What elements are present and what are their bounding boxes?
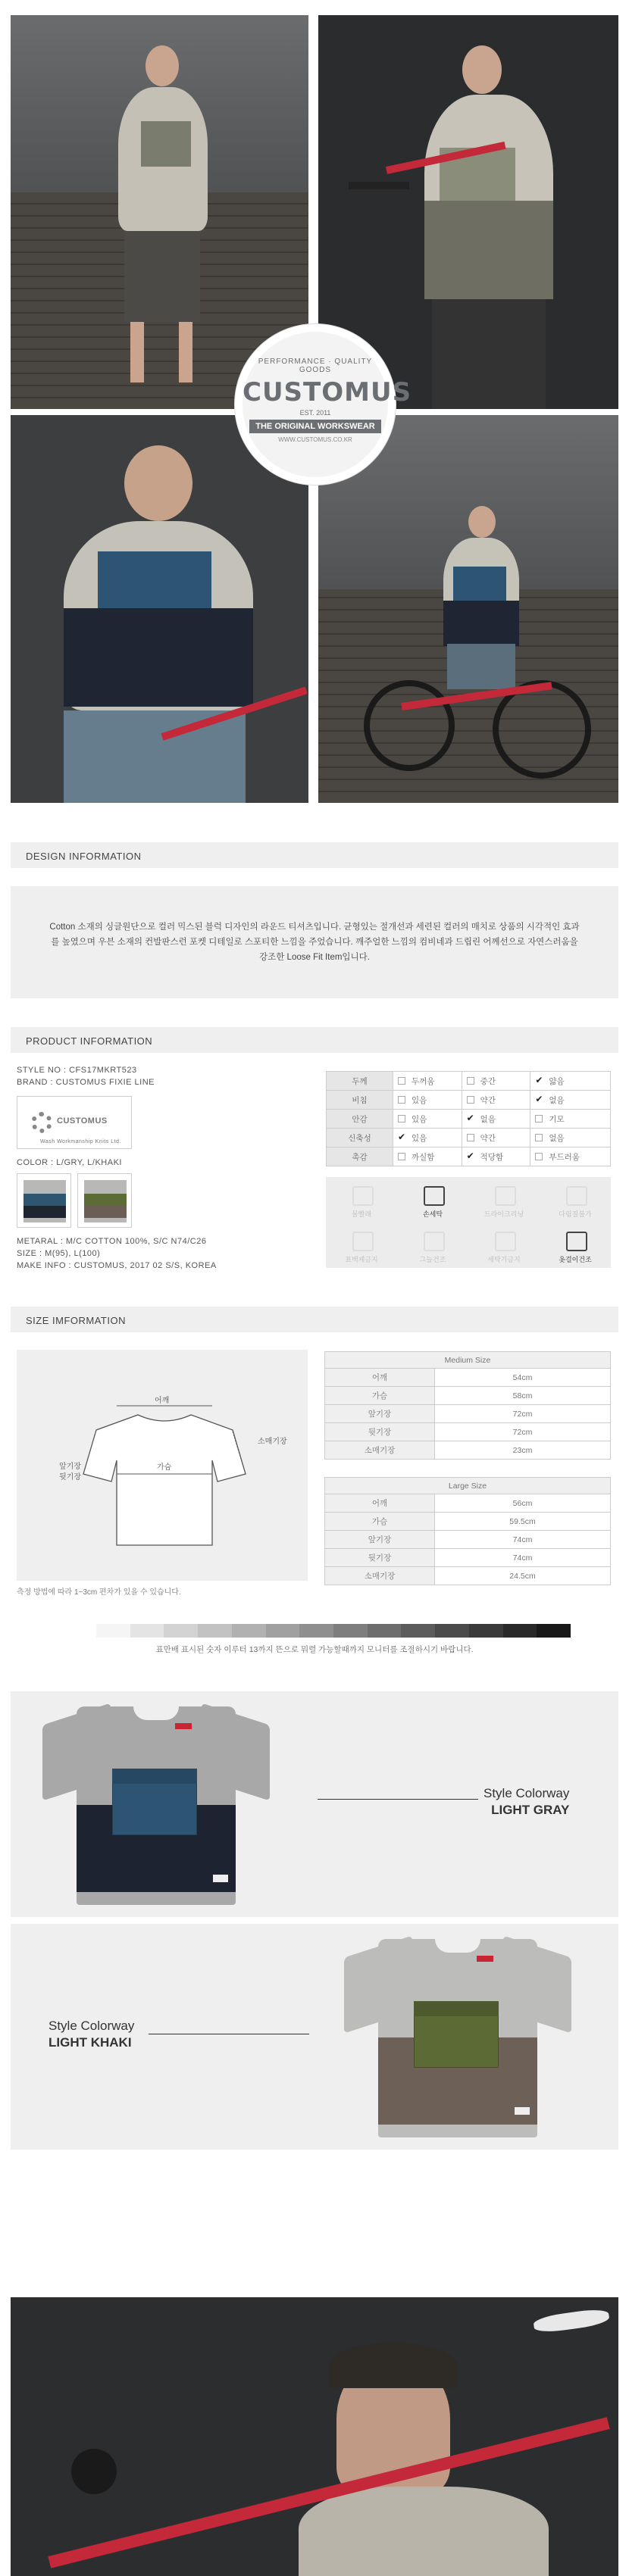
- gray-step: [333, 1624, 368, 1638]
- gray-step: [232, 1624, 266, 1638]
- checkmark-icon: [467, 1153, 474, 1160]
- attribute-label: 두께: [327, 1072, 393, 1091]
- size-table-caption: Medium Size: [325, 1352, 611, 1369]
- material-line: METARAL : M/C COTTON 100%, S/C N74/C26: [17, 1237, 207, 1246]
- gray-step: [164, 1624, 198, 1638]
- gray-step: [435, 1624, 469, 1638]
- size-measure-value: 56cm: [435, 1494, 611, 1513]
- size-measure-label: 소매기장: [325, 1441, 435, 1460]
- attribute-option: [393, 1091, 462, 1110]
- table-row: [325, 1441, 611, 1460]
- colorway-light-gray-label: [483, 1785, 569, 1819]
- gray-step: [368, 1624, 402, 1638]
- make-info-line: MAKE INFO : CUSTOMUS, 2017 02 S/S, KOREA: [17, 1261, 217, 1270]
- design-info-title: DESIGN INFORMATION: [26, 851, 142, 862]
- size-measure-value: 58cm: [435, 1387, 611, 1405]
- size-measure-value: 59.5cm: [435, 1513, 611, 1531]
- attribute-label: 안감: [327, 1110, 393, 1129]
- size-measure-label: 앞기장: [325, 1531, 435, 1549]
- colorway-light-khaki-panel: [11, 1924, 618, 2150]
- attribute-option-label: 없음: [549, 1095, 565, 1105]
- logo-tagline: THE ORIGINAL WORKSWEAR: [249, 420, 380, 433]
- table-row: [325, 1531, 611, 1549]
- gray-step: [198, 1624, 232, 1638]
- brand-line: BRAND : CUSTOMUS FIXIE LINE: [17, 1078, 155, 1087]
- size-measure-label: 소매기장: [325, 1567, 435, 1585]
- product-info-details: [17, 1064, 305, 1272]
- diagram-label-sleeve: 소매기장: [258, 1438, 287, 1446]
- checkbox-icon: [467, 1077, 474, 1085]
- attribute-option: [462, 1110, 530, 1129]
- size-measure-label: 어깨: [325, 1494, 435, 1513]
- lookbook-photo-3: [11, 415, 308, 803]
- brand-logo-box: [17, 1096, 132, 1149]
- colorway-name: LIGHT GRAY: [491, 1803, 570, 1817]
- attribute-option-label: 두꺼움: [412, 1076, 435, 1086]
- attribute-label: 촉감: [327, 1147, 393, 1166]
- attribute-option-label: 없음: [480, 1114, 496, 1124]
- size-measure-value: 72cm: [435, 1423, 611, 1441]
- attribute-option: [530, 1110, 611, 1129]
- checkbox-icon: [398, 1115, 405, 1123]
- size-measure-label: 뒷기장: [325, 1549, 435, 1567]
- care-icon: 옷걸이건조: [540, 1222, 611, 1268]
- gray-step: [503, 1624, 537, 1638]
- care-icon: 손세탁: [397, 1177, 468, 1222]
- tshirt-light-gray-image: [42, 1706, 270, 1905]
- gear-icon: [31, 1112, 52, 1133]
- table-row: [325, 1405, 611, 1423]
- attribute-option-label: 있음: [412, 1133, 427, 1143]
- size-measure-value: 54cm: [435, 1369, 611, 1387]
- divider-line: [318, 1799, 478, 1800]
- attribute-row: [327, 1072, 611, 1091]
- gray-step: [537, 1624, 571, 1638]
- size-note: 측정 방법에 따라 1~3cm 편차가 있을 수 있습니다.: [17, 1588, 181, 1597]
- checkbox-icon: [535, 1153, 543, 1160]
- care-icon: 다림질불가: [540, 1177, 611, 1222]
- size-line: SIZE : M(95), L(100): [17, 1249, 101, 1258]
- attribute-row: [327, 1147, 611, 1166]
- table-row: [325, 1387, 611, 1405]
- calibration-note: 표만배 표시된 숫자 이루터 13까지 뜬으로 뭐렬 가능할때까지 모니터를 조절하시기 바랍니다.: [155, 1645, 474, 1654]
- gray-step: [401, 1624, 435, 1638]
- lookbook-photo-4: [318, 415, 618, 803]
- size-table-caption: Large Size: [325, 1478, 611, 1494]
- care-icon: 표백제금지: [326, 1222, 397, 1268]
- gray-step: [469, 1624, 503, 1638]
- lookbook-photos: [0, 0, 629, 803]
- gray-step: [299, 1624, 333, 1638]
- gray-step: [266, 1624, 300, 1638]
- colorway-title: Style Colorway: [483, 1786, 570, 1800]
- diagram-label-chest: 가슴: [157, 1463, 172, 1472]
- size-diagram: [17, 1350, 308, 1581]
- colorway-name: LIGHT KHAKI: [49, 2035, 132, 2050]
- size-measure-label: 뒷기장: [325, 1423, 435, 1441]
- swatch-light-khaki[interactable]: [77, 1173, 132, 1228]
- color-swatches: [17, 1173, 305, 1228]
- colorway-light-gray-panel: [11, 1691, 618, 1917]
- checkbox-icon: [398, 1153, 405, 1160]
- size-info-title: SIZE IMFORMATION: [26, 1315, 126, 1326]
- attribute-option-label: 중간: [480, 1076, 496, 1086]
- attribute-option: [393, 1147, 462, 1166]
- design-info-box: [11, 886, 618, 998]
- table-row: [325, 1494, 611, 1513]
- color-line: COLOR : L/GRY, L/KHAKI: [17, 1158, 122, 1167]
- logo-brand: CUSTOMUS: [243, 377, 412, 407]
- care-icon: 그늘건조: [397, 1222, 468, 1268]
- attribute-row: [327, 1091, 611, 1110]
- checkmark-icon: [398, 1134, 405, 1141]
- attribute-option: [462, 1147, 530, 1166]
- gray-step: [130, 1624, 164, 1638]
- size-measure-value: 23cm: [435, 1441, 611, 1460]
- size-measure-label: 가슴: [325, 1387, 435, 1405]
- attribute-option-label: 부드러움: [549, 1152, 580, 1162]
- brand-logo-badge: [235, 324, 412, 485]
- monitor-calibration-bar: [96, 1624, 571, 1638]
- attribute-option: [393, 1129, 462, 1147]
- care-icon: 드라이크리닝: [468, 1177, 540, 1222]
- checkbox-icon: [535, 1134, 543, 1141]
- table-row: [325, 1423, 611, 1441]
- attribute-label: 신축성: [327, 1129, 393, 1147]
- colorway-light-khaki-label: [49, 2018, 134, 2051]
- checkbox-icon: [398, 1096, 405, 1104]
- checkbox-icon: [467, 1096, 474, 1104]
- diagram-label-length: 앞기장 뒷기장: [59, 1463, 81, 1482]
- logo-est: EST. 2011: [299, 409, 331, 417]
- attribute-option: [530, 1147, 611, 1166]
- size-measure-label: 어깨: [325, 1369, 435, 1387]
- attribute-row: [327, 1129, 611, 1147]
- table-row: [325, 1513, 611, 1531]
- attribute-option: [462, 1072, 530, 1091]
- attribute-option-label: 까실함: [412, 1152, 435, 1162]
- checkmark-icon: [467, 1115, 474, 1123]
- size-info-header: [11, 1307, 618, 1332]
- attribute-option-label: 기모: [549, 1114, 565, 1124]
- care-instructions: [326, 1177, 611, 1268]
- attribute-option-label: 있음: [412, 1114, 427, 1124]
- attribute-option-label: 얇음: [549, 1076, 565, 1086]
- attribute-option: [530, 1072, 611, 1091]
- attribute-option: [462, 1129, 530, 1147]
- product-info-title: PRODUCT INFORMATION: [26, 1035, 153, 1047]
- diagram-label-width: 어깨: [155, 1397, 170, 1405]
- table-row: [325, 1549, 611, 1567]
- tshirt-outline-icon: [77, 1400, 252, 1551]
- lookbook-photo-closeup: [11, 2297, 618, 2576]
- large-size-table: [324, 1477, 611, 1585]
- attribute-option: [530, 1091, 611, 1110]
- checkmark-icon: [535, 1077, 543, 1085]
- colorway-title: Style Colorway: [49, 2019, 135, 2033]
- attribute-option: [530, 1129, 611, 1147]
- tshirt-light-khaki-image: [344, 1939, 571, 2137]
- table-row: [325, 1369, 611, 1387]
- size-measure-value: 74cm: [435, 1549, 611, 1567]
- logo-url: WWW.CUSTOMUS.CO.KR: [278, 436, 352, 443]
- product-info-header: [11, 1027, 618, 1053]
- attribute-row: [327, 1110, 611, 1129]
- size-measure-value: 72cm: [435, 1405, 611, 1423]
- care-icon: 세탁기금지: [468, 1222, 540, 1268]
- care-icon: 물빨래: [326, 1177, 397, 1222]
- checkmark-icon: [535, 1096, 543, 1104]
- size-measure-label: 가슴: [325, 1513, 435, 1531]
- attribute-option-label: 약간: [480, 1133, 496, 1143]
- attribute-option-label: 약간: [480, 1095, 496, 1105]
- design-info-header: [11, 842, 618, 868]
- table-row: [325, 1567, 611, 1585]
- fabric-attributes-table: [326, 1071, 611, 1166]
- attribute-option: [393, 1110, 462, 1129]
- attribute-option-label: 없음: [549, 1133, 565, 1143]
- attribute-option-label: 있음: [412, 1095, 427, 1105]
- logo-top-text: PERFORMANCE · QUALITY GOODS: [258, 358, 373, 374]
- swatch-light-gray[interactable]: [17, 1173, 71, 1228]
- size-measure-value: 24.5cm: [435, 1567, 611, 1585]
- checkbox-icon: [467, 1134, 474, 1141]
- medium-size-table: [324, 1351, 611, 1460]
- size-measure-label: 앞기장: [325, 1405, 435, 1423]
- attribute-label: 비침: [327, 1091, 393, 1110]
- attribute-option-label: 적당함: [480, 1152, 504, 1162]
- attribute-option: [393, 1072, 462, 1091]
- brand-logo-name: CUSTOMUS: [57, 1116, 108, 1126]
- size-measure-value: 74cm: [435, 1531, 611, 1549]
- attribute-option: [462, 1091, 530, 1110]
- brand-logo-sub: Wash Workmanship Knits Ltd.: [40, 1139, 121, 1144]
- design-info-text: Cotton 소재의 싱글원단으로 컬러 믹스된 블럭 디자인의 라운드 티셔츠입니다. 균형있는 절개선과 세련된 컬러의 매치로 상품의 시각적인 효과를 높였으며 우븐 소재의 컨발판스런 포켓 디테일로 스포티한 느낌을 주었습니다. 깨주얼한 느낌의 컴비네과 드립린 어께선으로 자연스러움을 강조한 Loose Fit Item입니다.: [49, 923, 580, 962]
- checkbox-icon: [398, 1077, 405, 1085]
- checkbox-icon: [535, 1115, 543, 1123]
- style-no: STYLE NO : CFS17MKRT523: [17, 1066, 137, 1075]
- gray-step: [96, 1624, 130, 1638]
